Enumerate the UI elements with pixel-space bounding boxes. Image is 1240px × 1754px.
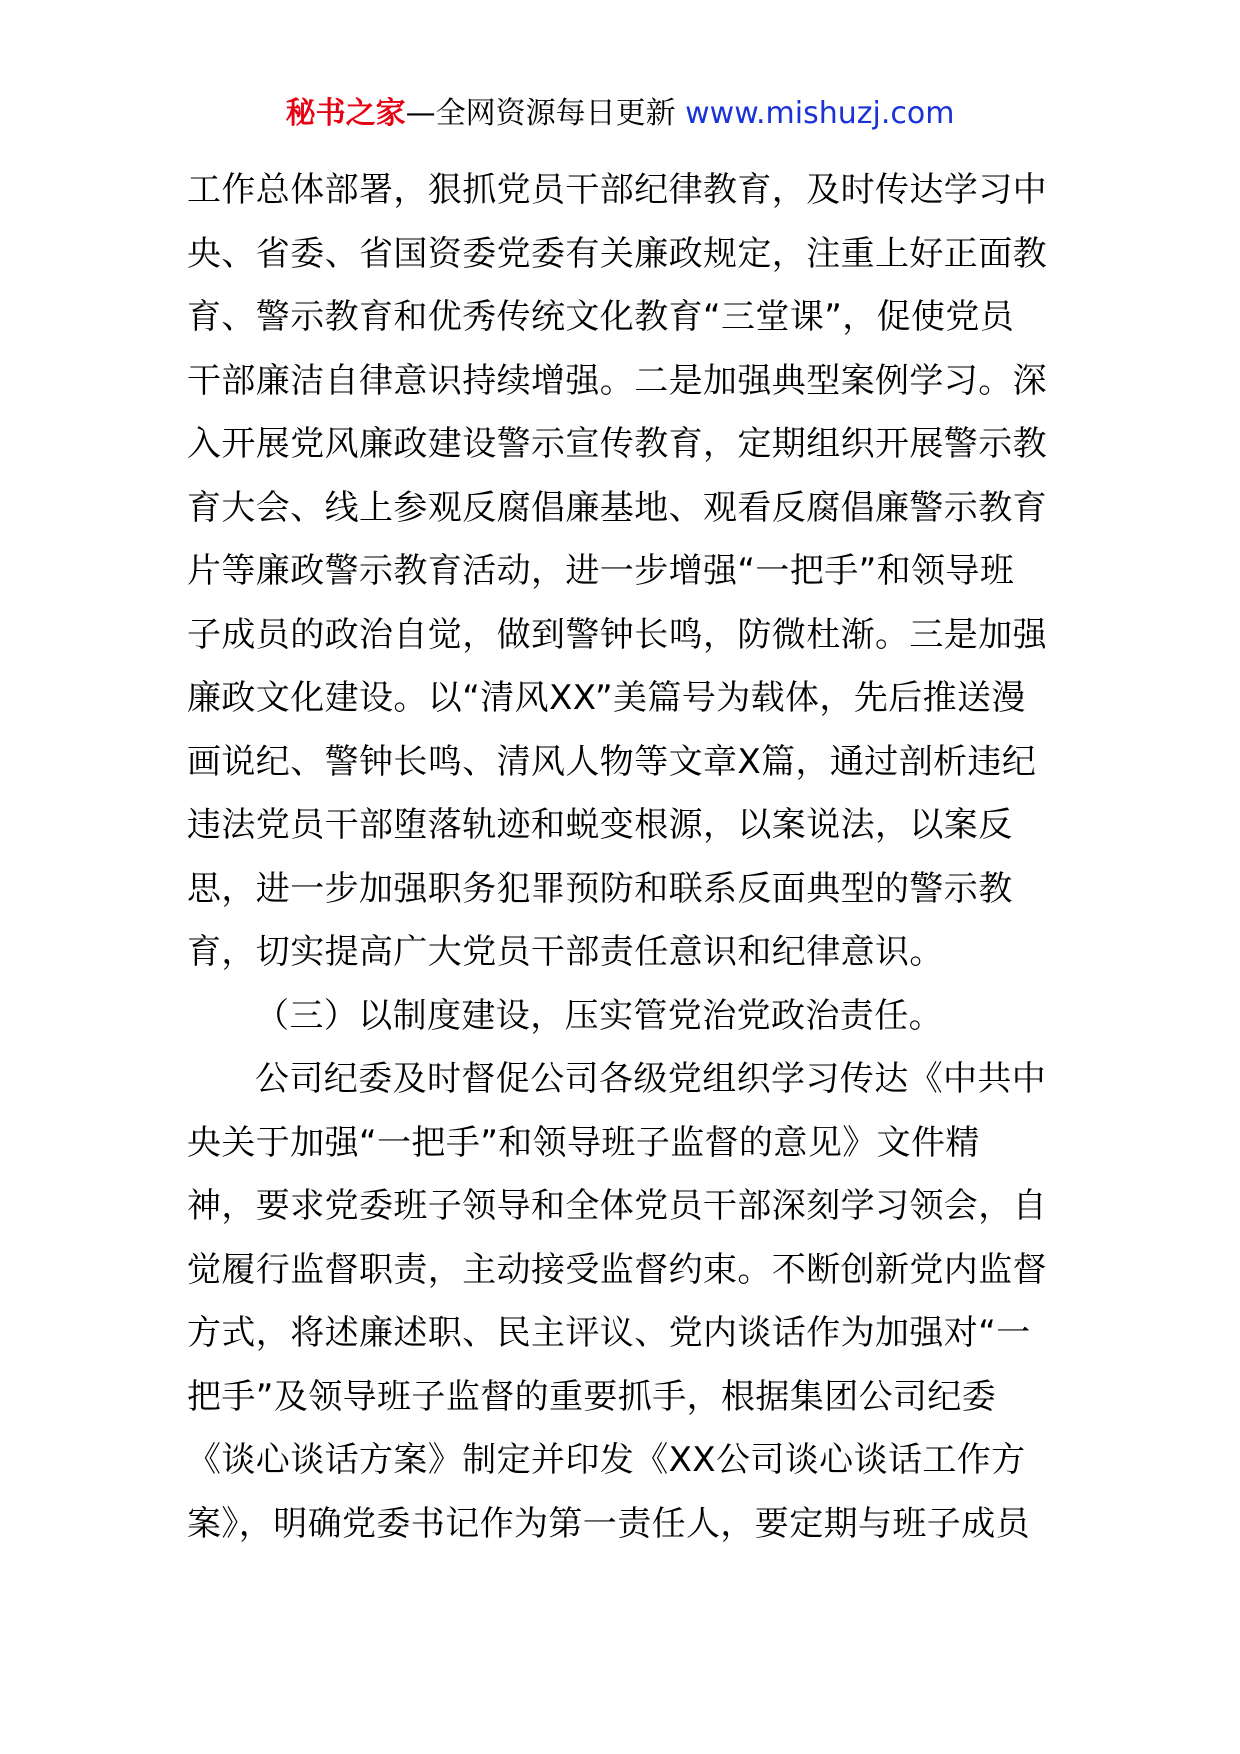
text-line: 子成员的政治自觉，做到警钟长鸣，防微杜渐。三是加强: [187, 614, 1047, 655]
text-line: 案》，明确党委书记作为第一责任人，要定期与班子成员: [187, 1503, 1030, 1544]
text-line: 神，要求党委班子领导和全体党员干部深刻学习领会，自: [187, 1186, 1047, 1226]
text-line: 方式，将述廉述职、民主评议、党内谈话作为加强对“一: [187, 1313, 1031, 1353]
text-line: 把手”及领导班子监督的重要抓手，根据集团公司纪委: [187, 1376, 997, 1417]
site-brand: 秘书之家: [285, 96, 406, 131]
text-line: 干部廉洁自律意识持续增强。二是加强典型案例学习。深: [187, 360, 1047, 401]
paragraph-first-line: 公司纪委及时督促公司各级党组织学习传达《中共中: [255, 1059, 1047, 1099]
text-line: 育、警示教育和优秀传统文化教育“三堂课”，促使党员: [187, 297, 1015, 337]
text-line: 《谈心谈话方案》制定并印发《XX公司谈心谈话工作方: [187, 1440, 1026, 1480]
document-body: [187, 159, 1057, 1556]
text-line: 廉政文化建设。以“清风XX”美篇号为载体，先后推送漫: [187, 678, 1026, 718]
text-line: 工作总体部署，狠抓党员干部纪律教育，及时传达学习中: [187, 170, 1047, 210]
text-line: 觉履行监督职责，主动接受监督约束。不断创新党内监督: [187, 1249, 1047, 1290]
site-url-link[interactable]: www.mishuzj.com: [685, 96, 955, 131]
section-heading: （三）以制度建设，压实管党治党政治责任。: [255, 995, 943, 1036]
text-line: 违法党员干部堕落轨迹和蜕变根源，以案说法，以案反: [187, 805, 1013, 845]
text-line: 育大会、线上参观反腐倡廉基地、观看反腐倡廉警示教育: [187, 487, 1047, 528]
text-line: 画说纪、警钟长鸣、清风人物等文章X篇，通过剖析违纪: [187, 741, 1037, 782]
text-line: 入开展党风廉政建设警示宣传教育，定期组织开展警示教: [187, 424, 1047, 464]
text-line: 片等廉政警示教育活动，进一步增强“一把手”和领导班: [187, 551, 1015, 591]
site-tagline: —全网资源每日更新: [405, 96, 676, 131]
text-line: 育，切实提高广大党员干部责任意识和纪律意识。: [187, 932, 944, 972]
page-header: [0, 92, 1240, 136]
text-line: 思，进一步加强职务犯罪预防和联系反面典型的警示教: [187, 868, 1013, 909]
text-line: 央、省委、省国资委党委有关廉政规定，注重上好正面教: [187, 233, 1047, 274]
text-line: 央关于加强“一把手”和领导班子监督的意见》文件精: [187, 1122, 980, 1163]
